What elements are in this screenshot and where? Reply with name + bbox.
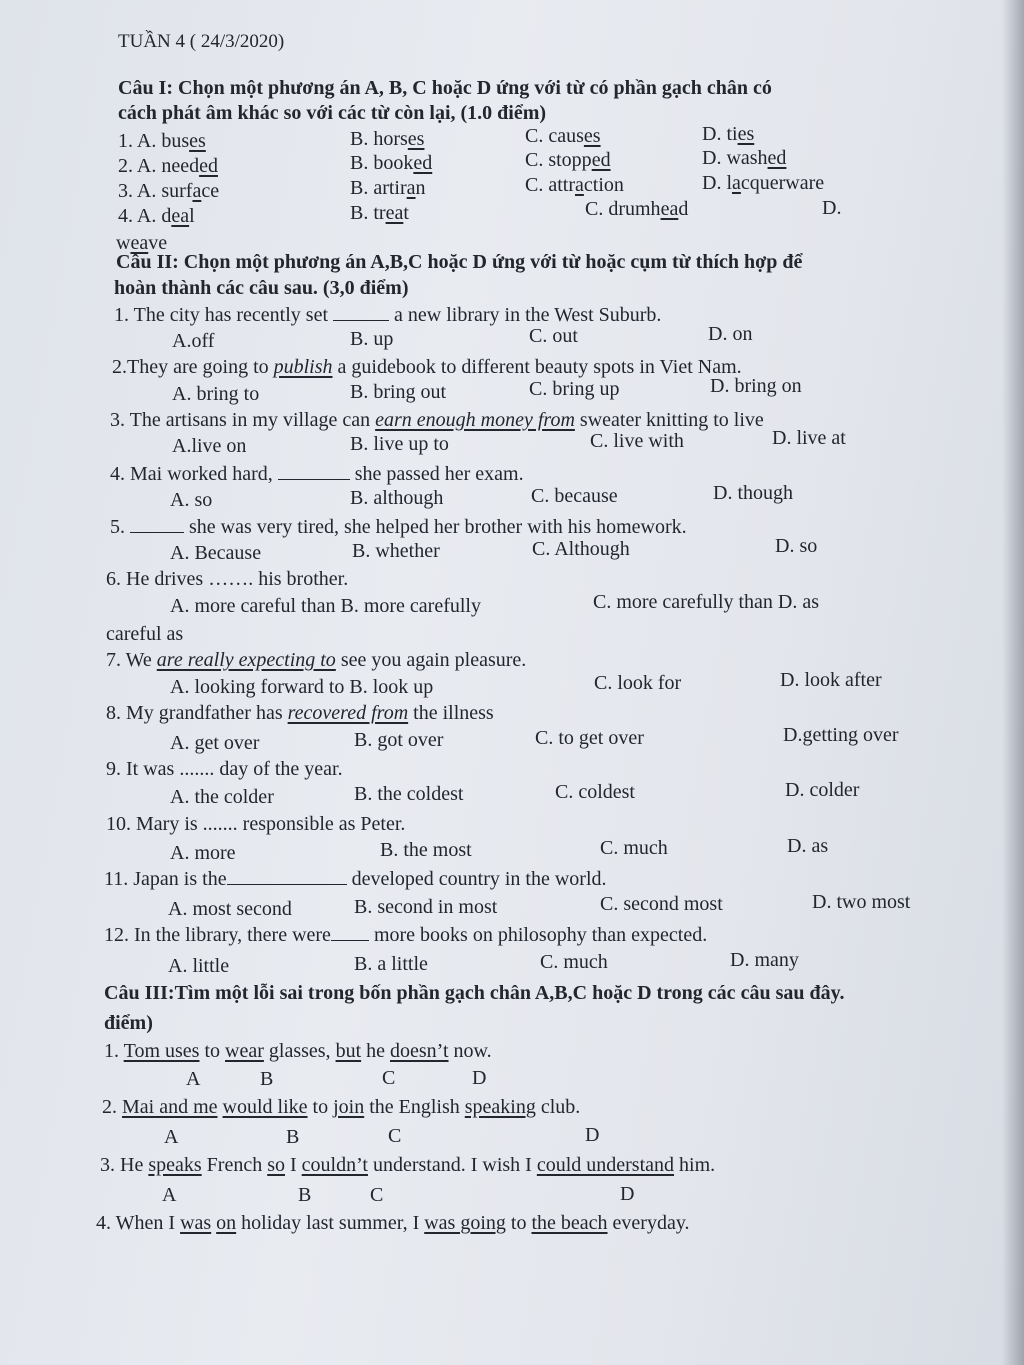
- option: B. the most: [380, 839, 472, 861]
- option: C. causes: [525, 125, 601, 147]
- option: D. bring on: [710, 375, 802, 397]
- option: A. the colder: [170, 786, 274, 808]
- option: D. so: [775, 535, 818, 557]
- option: B. up: [350, 328, 394, 350]
- option: B. the coldest: [354, 783, 464, 805]
- section1-heading-line2: cách phát âm khác so với các từ còn lại, (1.0 điểm): [118, 102, 547, 124]
- question-stem: 4. Mai worked hard, she passed her exam.: [110, 463, 524, 485]
- choice-letter: D: [585, 1124, 600, 1146]
- option: C. second most: [600, 893, 723, 915]
- question-stem: 7. We are really expecting to see you again pleasure.: [106, 649, 527, 671]
- option: B. artiran: [350, 177, 426, 199]
- option: D.: [822, 197, 842, 219]
- option: A.live on: [172, 435, 247, 457]
- option: 3. A. surface: [118, 180, 220, 202]
- question-stem: 2.They are going to publish a guidebook to different beauty spots in Viet Nam.: [112, 356, 742, 378]
- choice-letter: B: [286, 1126, 300, 1148]
- error-sentence: 2. Mai and me would like to join the English speaking club.: [102, 1096, 581, 1118]
- option: B. booked: [350, 152, 433, 174]
- option: C. Although: [532, 538, 630, 560]
- option: D. live at: [772, 427, 846, 449]
- option-wrap: careful as: [106, 623, 184, 645]
- question-stem: 9. It was ....... day of the year.: [106, 758, 343, 780]
- option: C. because: [531, 485, 618, 507]
- choice-letter: B: [260, 1068, 274, 1090]
- option: A. so: [170, 489, 213, 511]
- option: D. on: [708, 323, 753, 345]
- option: A. bring to: [172, 383, 260, 405]
- choice-letter: C: [382, 1067, 396, 1089]
- option: C. coldest: [555, 781, 635, 803]
- choice-letter: A: [186, 1068, 201, 1090]
- option: C. stopped: [525, 149, 611, 171]
- section2-heading-line1: Câu II: Chọn một phương án A,B,C hoặc D ứng với từ hoặc cụm từ thích hợp để: [116, 251, 803, 273]
- section3-heading-line2: điểm): [104, 1012, 153, 1034]
- choice-letter: C: [370, 1184, 384, 1206]
- choice-letter: C: [388, 1125, 402, 1147]
- option: C. to get over: [535, 727, 644, 749]
- option: C. live with: [590, 430, 684, 452]
- option: 1. A. buses: [118, 130, 206, 152]
- question-stem: 11. Japan is the developed country in the world.: [104, 868, 607, 890]
- option: C. look for: [594, 672, 682, 694]
- option: D. as: [787, 835, 829, 857]
- question-stem: 3. The artisans in my village can earn enough money from sweater knitting to live: [110, 409, 764, 431]
- option: B. got over: [354, 729, 444, 751]
- option: B. treat: [350, 202, 409, 224]
- option: B. second in most: [354, 896, 498, 918]
- option: A. get over: [170, 732, 260, 754]
- option: B. a little: [354, 953, 428, 975]
- option: B. whether: [352, 540, 440, 562]
- option: A. Because: [170, 542, 262, 564]
- section3-heading-line1: Câu III:Tìm một lỗi sai trong bốn phần gạch chân A,B,C hoặc D trong các câu sau đây.: [104, 982, 845, 1004]
- option: B. horses: [350, 128, 425, 150]
- question-stem: 12. In the library, there were more books on philosophy than expected.: [104, 924, 708, 946]
- question-stem: 10. Mary is ....... responsible as Peter.: [106, 813, 406, 835]
- option: A. looking forward to B. look up: [170, 676, 434, 698]
- error-sentence: 4. When I was on holiday last summer, I was going to the beach everyday.: [96, 1212, 690, 1234]
- option: C. out: [529, 325, 578, 347]
- option: B. although: [350, 487, 444, 509]
- option: C. much: [540, 951, 608, 973]
- option: D. many: [730, 949, 799, 971]
- section1-heading-line1: Câu I: Chọn một phương án A, B, C hoặc D ứng với từ có phần gạch chân có: [118, 77, 772, 99]
- choice-letter: D: [620, 1183, 635, 1205]
- option: A. little: [168, 955, 230, 977]
- option-wrap: weave: [116, 232, 168, 254]
- option: 2. A. needed: [118, 155, 218, 177]
- error-sentence: 3. He speaks French so I couldn’t understand. I wish I could understand him.: [100, 1154, 716, 1176]
- option: A.off: [172, 330, 215, 352]
- option: A. more: [170, 842, 236, 864]
- option: D. washed: [702, 147, 787, 169]
- option: D. two most: [812, 891, 911, 913]
- choice-letter: A: [164, 1126, 179, 1148]
- question-stem: 5. she was very tired, she helped her brother with his homework.: [110, 516, 687, 538]
- choice-letter: A: [162, 1184, 177, 1206]
- option: C. drumhead: [585, 198, 689, 220]
- option: B. bring out: [350, 381, 447, 403]
- error-sentence: 1. Tom uses to wear glasses, but he doesn’t now.: [104, 1040, 492, 1062]
- question-stem: 1. The city has recently set a new library in the West Suburb.: [114, 304, 662, 326]
- option: C. bring up: [529, 378, 620, 400]
- option: D. colder: [785, 779, 860, 801]
- option: D. ties: [702, 123, 755, 145]
- page-shadow: [1002, 0, 1024, 1365]
- option: C. much: [600, 837, 668, 859]
- option: D.getting over: [783, 724, 899, 746]
- option: C. attraction: [525, 174, 624, 196]
- option: D. though: [713, 482, 793, 504]
- option: A. more careful than B. more carefully: [170, 595, 481, 617]
- option: A. most second: [168, 898, 292, 920]
- option: B. live up to: [350, 433, 449, 455]
- choice-letter: D: [472, 1067, 487, 1089]
- section2-heading-line2: hoàn thành các câu sau. (3,0 điểm): [114, 277, 409, 299]
- option: C. more carefully than D. as: [593, 591, 820, 613]
- question-stem: 8. My grandfather has recovered from the illness: [106, 702, 494, 724]
- option: D. lacquerware: [702, 172, 825, 194]
- week-header: TUẦN 4 ( 24/3/2020): [118, 31, 285, 52]
- option: D. look after: [780, 669, 882, 691]
- question-stem: 6. He drives ……. his brother.: [106, 568, 349, 590]
- choice-letter: B: [298, 1184, 312, 1206]
- option: 4. A. deal: [118, 205, 195, 227]
